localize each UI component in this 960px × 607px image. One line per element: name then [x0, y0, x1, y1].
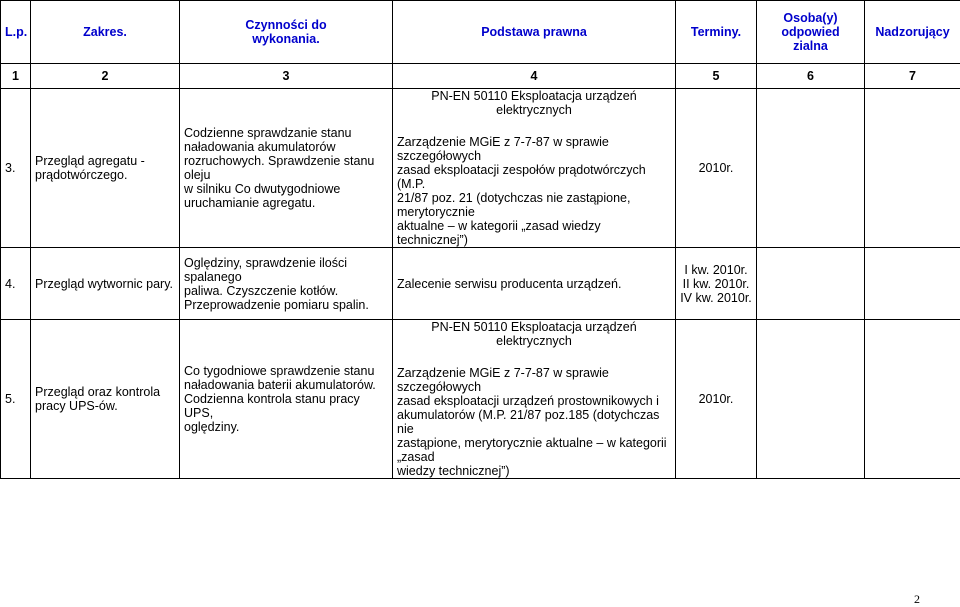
table-row: [1, 248, 960, 320]
row-lp: 3.: [1, 89, 31, 248]
row-czynnosci-line: naładowania akumulatorów: [184, 140, 336, 154]
header-osoba: [757, 1, 865, 64]
column-number: 2: [31, 64, 180, 89]
column-number-row: [1, 64, 960, 89]
header-row: [1, 1, 960, 64]
row-terminy-line: I kw. 2010r.: [684, 262, 748, 277]
header-terminy: Terminy.: [676, 1, 757, 64]
row-zakres-line: pracy UPS-ów.: [35, 399, 118, 413]
header-czynnosci-line: Czynności do: [245, 18, 327, 32]
row-podstawa-norm: PN-EN 50110 Eksploatacja urządzeń elektrycznych: [431, 89, 637, 117]
row-zakres-line: Przegląd oraz kontrola: [35, 385, 161, 399]
row-terminy: [676, 320, 757, 479]
column-number: 6: [757, 64, 865, 89]
row-terminy-line: II kw. 2010r.: [682, 276, 750, 291]
header-lp: L.p.: [1, 1, 31, 64]
header-osoba-line: Osoba(y): [783, 11, 838, 25]
row-lp: 4.: [1, 248, 31, 320]
header-czynnosci: [180, 1, 393, 64]
row-czynnosci-line: Przeprowadzenie pomiaru spalin.: [184, 297, 369, 312]
header-zakres: Zakres.: [31, 1, 180, 64]
row-czynnosci-line: Codzienna kontrola stanu pracy UPS,: [184, 392, 360, 420]
row-zakres-line: Przegląd wytwornic pary.: [35, 276, 174, 291]
row-podstawa-line: zastąpione, merytorycznie aktualne – w kategorii „zasad: [397, 436, 667, 464]
row-osoba: [757, 89, 865, 248]
row-terminy-line: 2010r.: [698, 392, 734, 406]
row-podstawa: [393, 320, 676, 479]
header-czynnosci-line: wykonania.: [252, 32, 320, 46]
row-nadzorujacy: [865, 89, 960, 248]
row-terminy: [676, 248, 757, 320]
row-czynnosci-line: rozruchowych. Sprawdzenie stanu oleju: [184, 154, 375, 182]
row-podstawa-line: aktualne – w kategorii „zasad wiedzy technicznej”): [397, 219, 601, 247]
row-czynnosci-line: paliwa. Czyszczenie kotłów.: [184, 283, 339, 298]
column-number: 4: [393, 64, 676, 89]
column-number: 3: [180, 64, 393, 89]
table-row: [1, 320, 960, 479]
row-zakres: [31, 320, 180, 479]
row-zakres: [31, 248, 180, 320]
row-podstawa-line: Zarządzenie MGiE z 7-7-87 w sprawie szczegółowych: [397, 135, 609, 163]
row-terminy-line: IV kw. 2010r.: [680, 290, 752, 305]
row-podstawa-line: Zalecenie serwisu producenta urządzeń.: [397, 276, 622, 291]
row-czynnosci: [180, 320, 393, 479]
row-zakres: [31, 89, 180, 248]
row-podstawa: [393, 248, 676, 320]
row-czynnosci-line: w silniku Co dwutygodniowe: [184, 182, 341, 196]
row-podstawa-line: akumulatorów (M.P. 21/87 poz.185 (dotychczas nie: [397, 408, 660, 436]
row-terminy-line: 2010r.: [698, 161, 734, 175]
page-number: 2: [914, 592, 920, 606]
row-nadzorujacy: [865, 248, 960, 320]
row-zakres-line: Przegląd agregatu -: [35, 154, 145, 168]
row-czynnosci-line: Oględziny, sprawdzenie ilości spalanego: [184, 255, 348, 284]
row-czynnosci: [180, 89, 393, 248]
row-zakres-line: prądotwórczego.: [35, 168, 128, 182]
column-number: 1: [1, 64, 31, 89]
row-podstawa-line: 21/87 poz. 21 (dotychczas nie zastąpione, merytorycznie: [397, 191, 631, 219]
row-podstawa-line: zasad eksploatacji zespołów prądotwórczych (M.P.: [397, 163, 646, 191]
row-czynnosci-line: Co tygodniowe sprawdzenie stanu: [184, 364, 375, 378]
row-podstawa-norm: PN-EN 50110 Eksploatacja urządzeń elektrycznych: [431, 320, 637, 348]
row-czynnosci: [180, 248, 393, 320]
row-podstawa-line: wiedzy technicznej”): [397, 464, 510, 478]
header-osoba-line: zialna: [793, 39, 828, 53]
row-podstawa-line: zasad eksploatacji urządzeń prostownikowych i: [397, 394, 659, 408]
row-podstawa: [393, 89, 676, 248]
header-nadzorujacy: Nadzorujący: [865, 1, 960, 64]
row-czynnosci-line: Codzienne sprawdzanie stanu: [184, 126, 352, 140]
header-podstawa: Podstawa prawna: [393, 1, 676, 64]
row-czynnosci-line: oględziny.: [184, 420, 240, 434]
table-row: [1, 89, 960, 248]
row-osoba: [757, 248, 865, 320]
row-podstawa-line: Zarządzenie MGiE z 7-7-87 w sprawie szczegółowych: [397, 366, 609, 394]
row-terminy: [676, 89, 757, 248]
row-czynnosci-line: uruchamianie agregatu.: [184, 196, 316, 210]
row-czynnosci-line: naładowania baterii akumulatorów.: [184, 378, 376, 392]
row-nadzorujacy: [865, 320, 960, 479]
row-osoba: [757, 320, 865, 479]
row-lp: 5.: [1, 320, 31, 479]
header-osoba-line: odpowied: [781, 25, 840, 39]
column-number: 7: [865, 64, 960, 89]
column-number: 5: [676, 64, 757, 89]
